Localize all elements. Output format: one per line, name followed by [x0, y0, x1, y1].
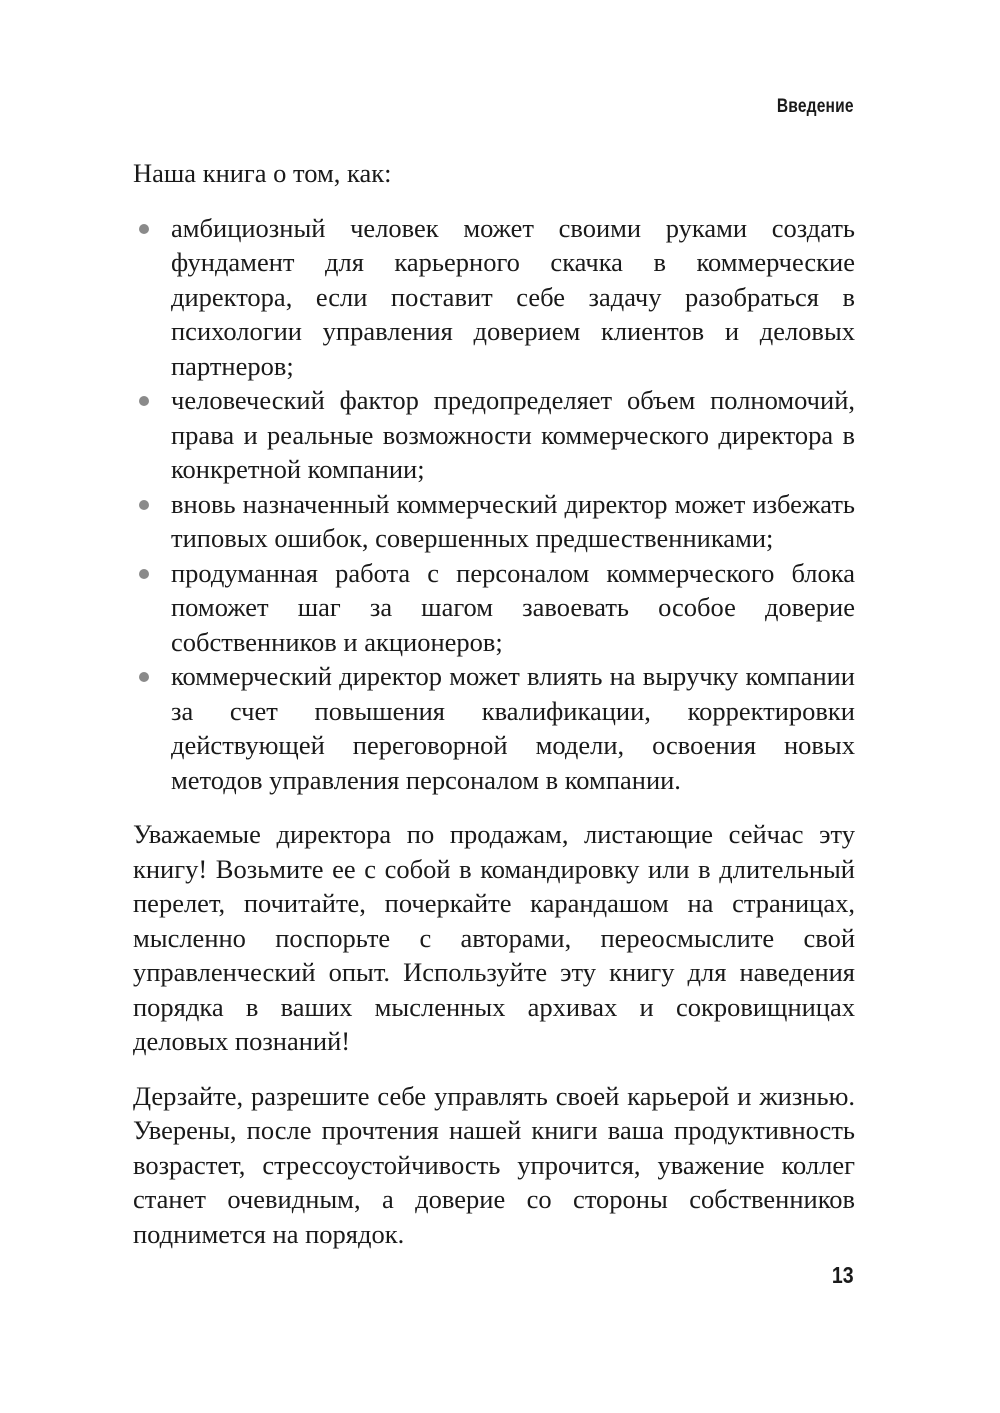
list-item-text: амбициозный человек может своими руками создать фундамент для карьерного скачка в коммерческие директора, если поставит себе задачу разобраться в психологии управления доверием клиентов и деловых партнеров;: [171, 212, 855, 381]
bullet-dot-icon: [139, 569, 149, 579]
list-item-text: вновь назначенный коммерческий директор может избежать типовых ошибок, совершенных предшественниками;: [171, 488, 855, 553]
list-item-text: продуманная работа с персоналом коммерческого блока поможет шаг за шагом завоевать особое доверие собственников и акционеров;: [171, 557, 855, 657]
bullet-dot-icon: [139, 500, 149, 510]
bullet-dot-icon: [139, 396, 149, 406]
bullet-dot-icon: [139, 672, 149, 682]
list-item-text: коммерческий директор может влиять на выручку компании за счет повышения квалификации, корректировки действующей переговорной модели, освоения новых методов управления персоналом в компании.: [171, 661, 855, 795]
running-header-title: Введение: [777, 96, 854, 117]
lead-sentence: Наша книга о том, как:: [133, 158, 392, 188]
page-body: [133, 156, 855, 1271]
list-item-text: человеческий фактор предопределяет объем полномочий, права и реальные возможности коммерческого директора в конкретной компании;: [171, 385, 855, 484]
list-item: [133, 487, 855, 556]
list-item: [133, 383, 855, 487]
list-item: [133, 556, 855, 660]
list-item: [133, 659, 855, 797]
paragraph-dare: Дерзайте, разрешите себе управлять своей карьерой и жизнью. Уверены, после прочтения нашей книги ваша продуктивность возрастет, стрессоустойчивость упрочится, уважение коллег станет очевидным, а доверие со стороны собственников поднимется на порядок.: [133, 1080, 855, 1249]
list-item: [133, 211, 855, 384]
paragraph-directors: Уважаемые директора по продажам, листающие сейчас эту книгу! Возьмите ее с собой в командировку или в длительный перелет, почитайте, почеркайте карандашом на страницах, мысленно поспорьте с авторами, переосмыслите свой управленческий опыт. Используйте эту книгу для наведения порядка в ваших мысленных архивах и сокровищницах деловых познаний!: [133, 819, 855, 1056]
bullet-dot-icon: [139, 224, 149, 234]
bullet-list: [133, 211, 855, 798]
page-number: 13: [832, 1262, 854, 1288]
